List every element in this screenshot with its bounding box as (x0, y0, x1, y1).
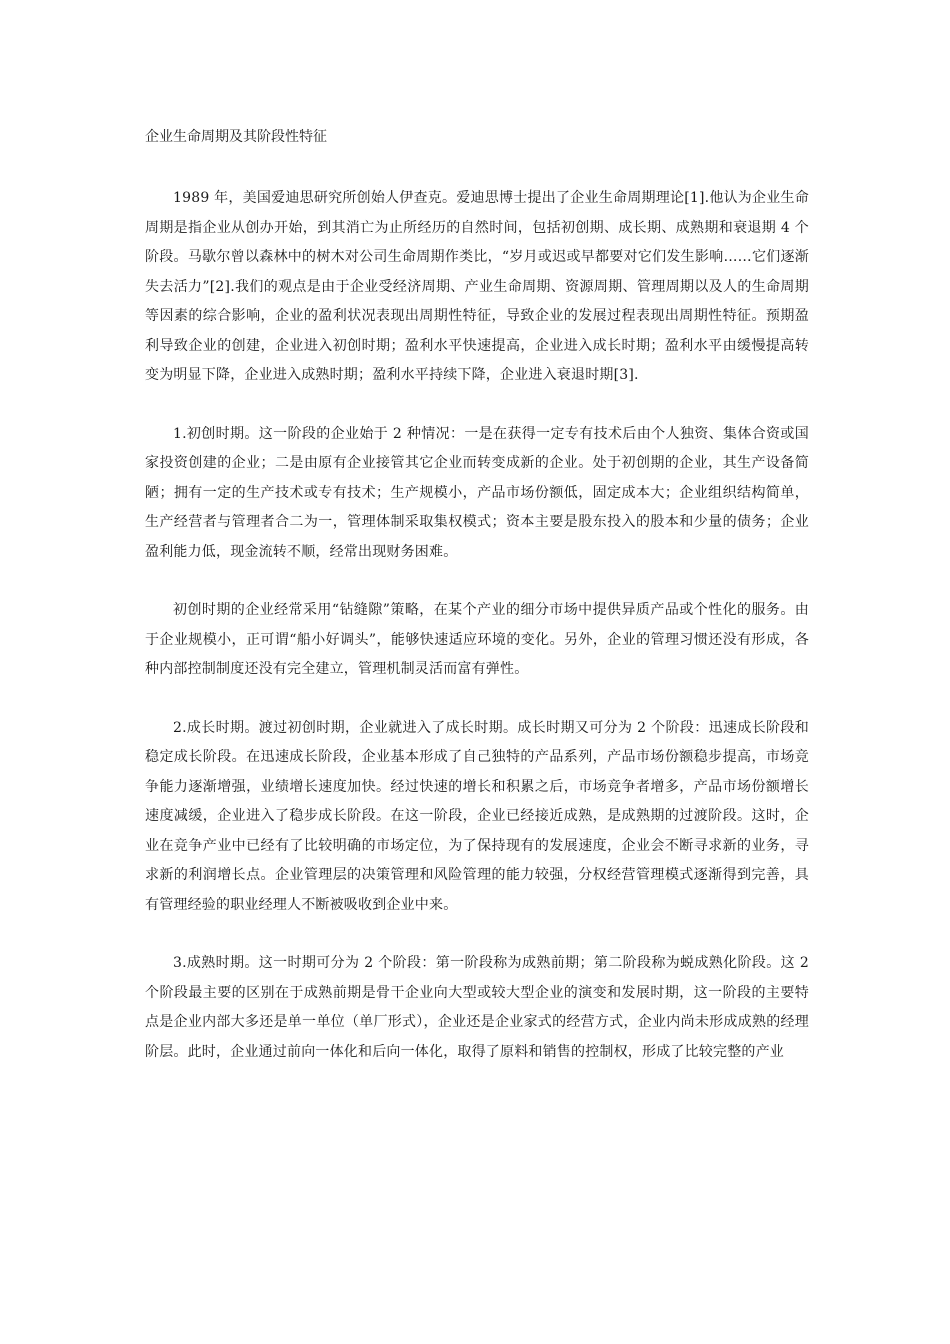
paragraph-intro: 1989 年，美国爱迪思研究所创始人伊查克。爱迪思博士提出了企业生命周期理论[1].他认为企业生命周期是指企业从创办开始，到其消亡为止所经历的自然时间，包括初创期、成长期、成熟期和衰退期 4 个阶段。马歇尔曾以森林中的树木对公司生命周期作类比，“岁月或迟或早都要对它们发生影响……它们逐渐失去活力”[2].我们的观点是由于企业受经济周期、产业生命周期、资源周期、管理周期以及人的生命周期等因素的综合影响，企业的盈利状况表现出周期性特征，导致企业的发展过程表现出周期性特征。预期盈利导致企业的创建，企业进入初创时期；盈利水平快速提高，企业进入成长时期；盈利水平由缓慢提高转变为明显下降，企业进入成熟时期；盈利水平持续下降，企业进入衰退时期[3]. (145, 190, 809, 383)
paragraph-startup-stage: 1.初创时期。这一阶段的企业始于 2 种情况：一是在获得一定专有技术后由个人独资、集体合资或国家投资创建的企业；二是由原有企业接管其它企业而转变成新的企业。处于初创期的企业，其生产设备简陋；拥有一定的生产技术或专有技术；生产规模小，产品市场份额低，固定成本大；企业组织结构简单，生产经营者与管理者合二为一，管理体制采取集权模式；资本主要是股东投入的股本和少量的债务；企业盈利能力低，现金流转不顺，经常出现财务困难。 (145, 425, 809, 560)
paragraph-startup-strategy: 初创时期的企业经常采用“钻缝隙”策略，在某个产业的细分市场中提供异质产品或个性化的服务。由于企业规模小，正可谓“船小好调头”，能够快速适应环境的变化。另外，企业的管理习惯还没有形成，各种内部控制制度还没有完全建立，管理机制灵活而富有弹性。 (145, 602, 809, 677)
paragraph-growth-stage: 2.成长时期。渡过初创时期，企业就进入了成长时期。成长时期又可分为 2 个阶段：迅速成长阶段和稳定成长阶段。在迅速成长阶段，企业基本形成了自己独特的产品系列，产品市场份额稳步提高，市场竞争能力逐渐增强，业绩增长速度加快。经过快速的增长和积累之后，市场竞争者增多，产品市场份额增长速度减缓，企业进入了稳步成长阶段。在这一阶段，企业已经接近成熟，是成熟期的过渡阶段。这时，企业在竞争产业中已经有了比较明确的市场定位，为了保持现有的发展速度，企业会不断寻求新的业务，寻求新的利润增长点。企业管理层的决策管理和风险管理的能力较强，分权经营管理模式逐渐得到完善，具有管理经验的职业经理人不断被吸收到企业中来。 (145, 719, 809, 913)
paragraph-maturity-stage: 3.成熟时期。这一时期可分为 2 个阶段：第一阶段称为成熟前期；第二阶段称为蜕成熟化阶段。这 2 个阶段最主要的区别在于成熟前期是骨干企业向大型或较大型企业的演变和发展时期，这一阶段的主要特点是企业内部大多还是单一单位（单厂形式），企业还是企业家式的经营方式，企业内尚未形成成熟的经理阶层。此时，企业通过前向一体化和后向一体化，取得了原料和销售的控制权，形成了比较完整的产业 (145, 955, 809, 1060)
document-page (145, 120, 809, 1096)
document-title: 企业生命周期及其阶段性特征 (145, 129, 327, 145)
